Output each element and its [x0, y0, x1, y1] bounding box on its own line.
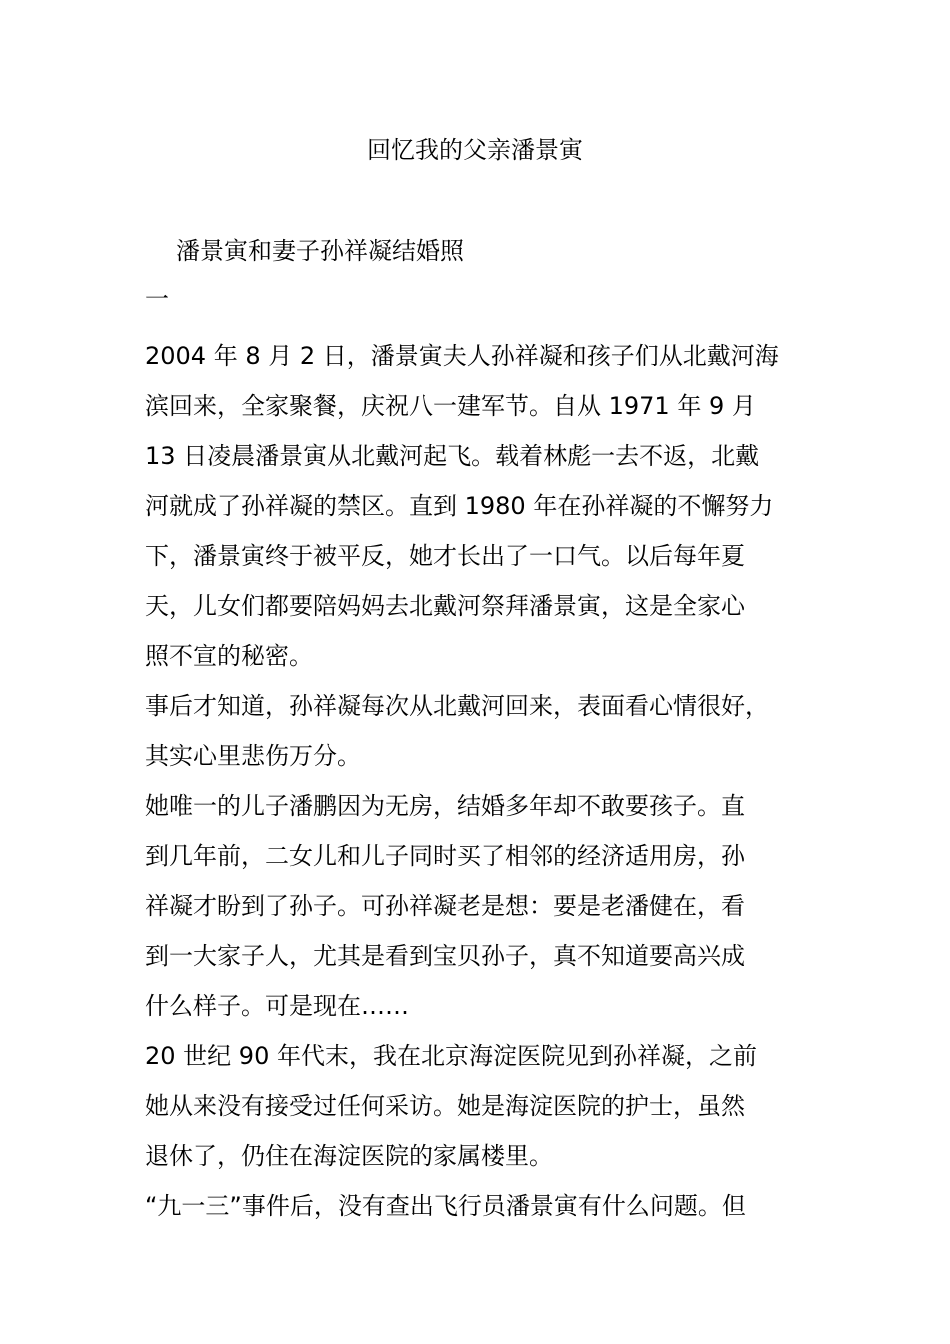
text-line: 什么样子。可是现在……	[145, 992, 409, 1020]
text-line: 河就成了孙祥凝的禁区。直到 1980 年在孙祥凝的不懈努力	[145, 492, 774, 520]
text-line: 到几年前，二女儿和儿子同时买了相邻的经济适用房，孙	[145, 842, 745, 870]
text-line: 下，潘景寅终于被平反，她才长出了一口气。以后每年夏	[145, 542, 745, 570]
text-line: 照不宣的秘密。	[145, 642, 313, 670]
text-line: 天，儿女们都要陪妈妈去北戴河祭拜潘景寅，这是全家心	[145, 592, 745, 620]
text-line: 2004 年 8 月 2 日，潘景寅夫人孙祥凝和孩子们从北戴河海	[145, 342, 779, 370]
text-line: 退休了，仍住在海淀医院的家属楼里。	[145, 1142, 553, 1170]
section-number: 一	[145, 285, 169, 313]
text-line: 滨回来，全家聚餐，庆祝八一建军节。自从 1971 年 9 月	[145, 392, 756, 420]
text-line: 祥凝才盼到了孙子。可孙祥凝老是想：要是老潘健在，看	[145, 892, 745, 920]
text-line: 13 日凌晨潘景寅从北戴河起飞。载着林彪一去不返，北戴	[145, 442, 760, 470]
text-line: “九一三”事件后，没有查出飞行员潘景寅有什么问题。但	[145, 1192, 746, 1220]
body-text	[145, 331, 820, 1231]
document-title: 回忆我的父亲潘景寅	[367, 136, 583, 164]
text-line: 到一大家子人，尤其是看到宝贝孙子，真不知道要高兴成	[145, 942, 745, 970]
text-line: 其实心里悲伤万分。	[145, 742, 361, 770]
text-line: 事后才知道，孙祥凝每次从北戴河回来，表面看心情很好，	[145, 692, 769, 720]
photo-caption: 潘景寅和妻子孙祥凝结婚照	[176, 237, 464, 265]
text-line: 她唯一的儿子潘鹏因为无房，结婚多年却不敢要孩子。直	[145, 792, 745, 820]
text-line: 她从来没有接受过任何采访。她是海淀医院的护士，虽然	[145, 1092, 745, 1120]
text-line: 20 世纪 90 年代末，我在北京海淀医院见到孙祥凝，之前	[145, 1042, 757, 1070]
